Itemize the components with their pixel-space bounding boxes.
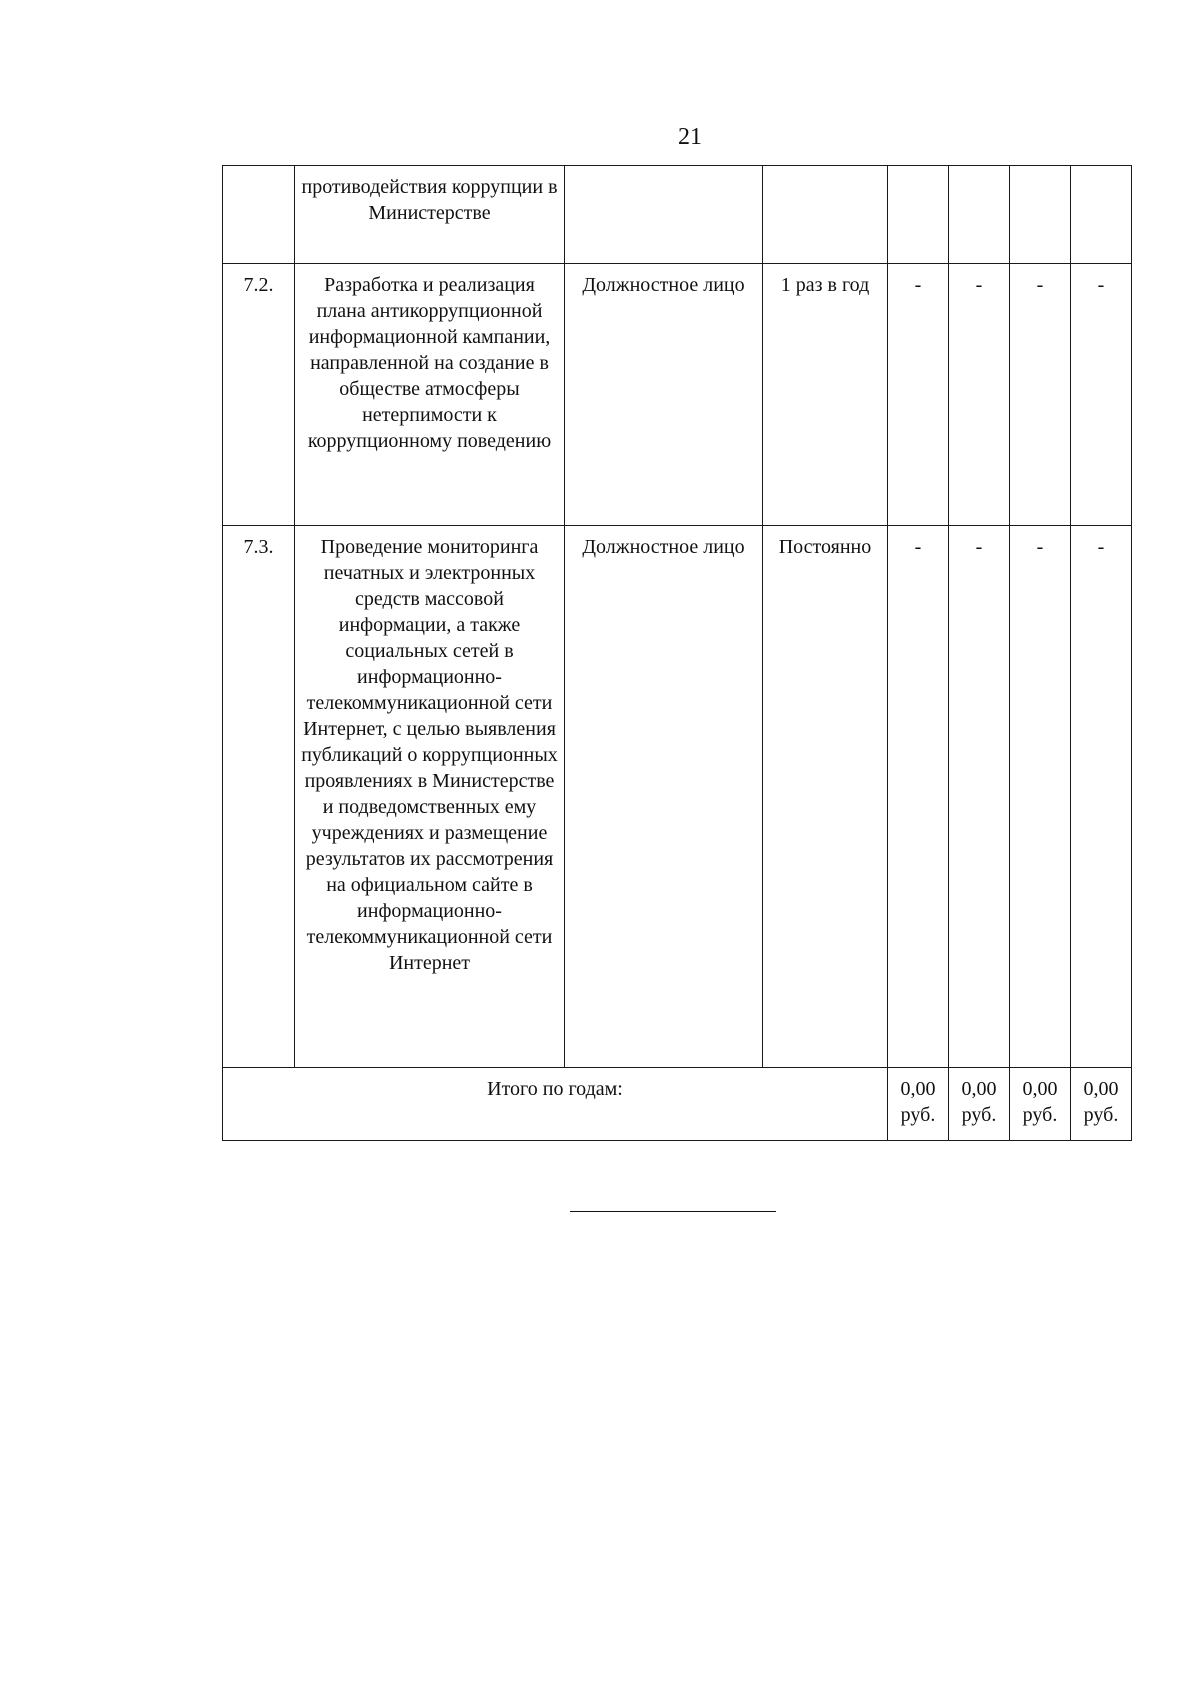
year-1-cell bbox=[888, 166, 949, 264]
responsible-cell bbox=[565, 166, 763, 264]
year-3-cell: - bbox=[1010, 526, 1071, 1068]
year-4-cell: - bbox=[1071, 264, 1132, 526]
year-1-cell: - bbox=[888, 264, 949, 526]
year-2-cell bbox=[949, 166, 1010, 264]
term-cell: 1 раз в год bbox=[763, 264, 888, 526]
activity-cell: Проведение мониторинга печатных и электронных средств массовой информации, а также социальных сетей в информационно-телекоммуникационной сети Интернет, с целью выявления публикаций о коррупционных проявлениях в Министерстве и подведомственных ему учреждениях и размещение результатов их рассмотрения на официальном сайте в информационно-телекоммуникационной сети Интернет bbox=[295, 526, 565, 1068]
row-number-cell: 7.3. bbox=[223, 526, 295, 1068]
year-3-cell: - bbox=[1010, 264, 1071, 526]
total-year-1: 0,00 руб. bbox=[888, 1068, 949, 1141]
table-row bbox=[223, 166, 1132, 264]
table-row bbox=[223, 526, 1132, 1068]
term-cell: Постоянно bbox=[763, 526, 888, 1068]
activity-cell: противодействия коррупции в Министерстве bbox=[295, 166, 565, 264]
responsible-cell: Должностное лицо bbox=[565, 264, 763, 526]
year-1-cell: - bbox=[888, 526, 949, 1068]
table-row bbox=[223, 264, 1132, 526]
total-year-4: 0,00 руб. bbox=[1071, 1068, 1132, 1141]
year-2-cell: - bbox=[949, 264, 1010, 526]
year-4-cell: - bbox=[1071, 526, 1132, 1068]
total-year-2: 0,00 руб. bbox=[949, 1068, 1010, 1141]
page-number: 21 bbox=[678, 124, 702, 150]
year-2-cell: - bbox=[949, 526, 1010, 1068]
row-number-cell bbox=[223, 166, 295, 264]
closing-rule bbox=[570, 1211, 776, 1212]
total-row bbox=[223, 1068, 1132, 1141]
action-plan-table bbox=[222, 165, 1132, 1141]
row-number-cell: 7.2. bbox=[223, 264, 295, 526]
activity-cell: Разработка и реализация плана антикоррупционной информационной кампании, направленной на создание в обществе атмосферы нетерпимости к коррупционному поведению bbox=[295, 264, 565, 526]
total-label: Итого по годам: bbox=[223, 1068, 888, 1141]
year-3-cell bbox=[1010, 166, 1071, 264]
year-4-cell bbox=[1071, 166, 1132, 264]
responsible-cell: Должностное лицо bbox=[565, 526, 763, 1068]
total-year-3: 0,00 руб. bbox=[1010, 1068, 1071, 1141]
term-cell bbox=[763, 166, 888, 264]
